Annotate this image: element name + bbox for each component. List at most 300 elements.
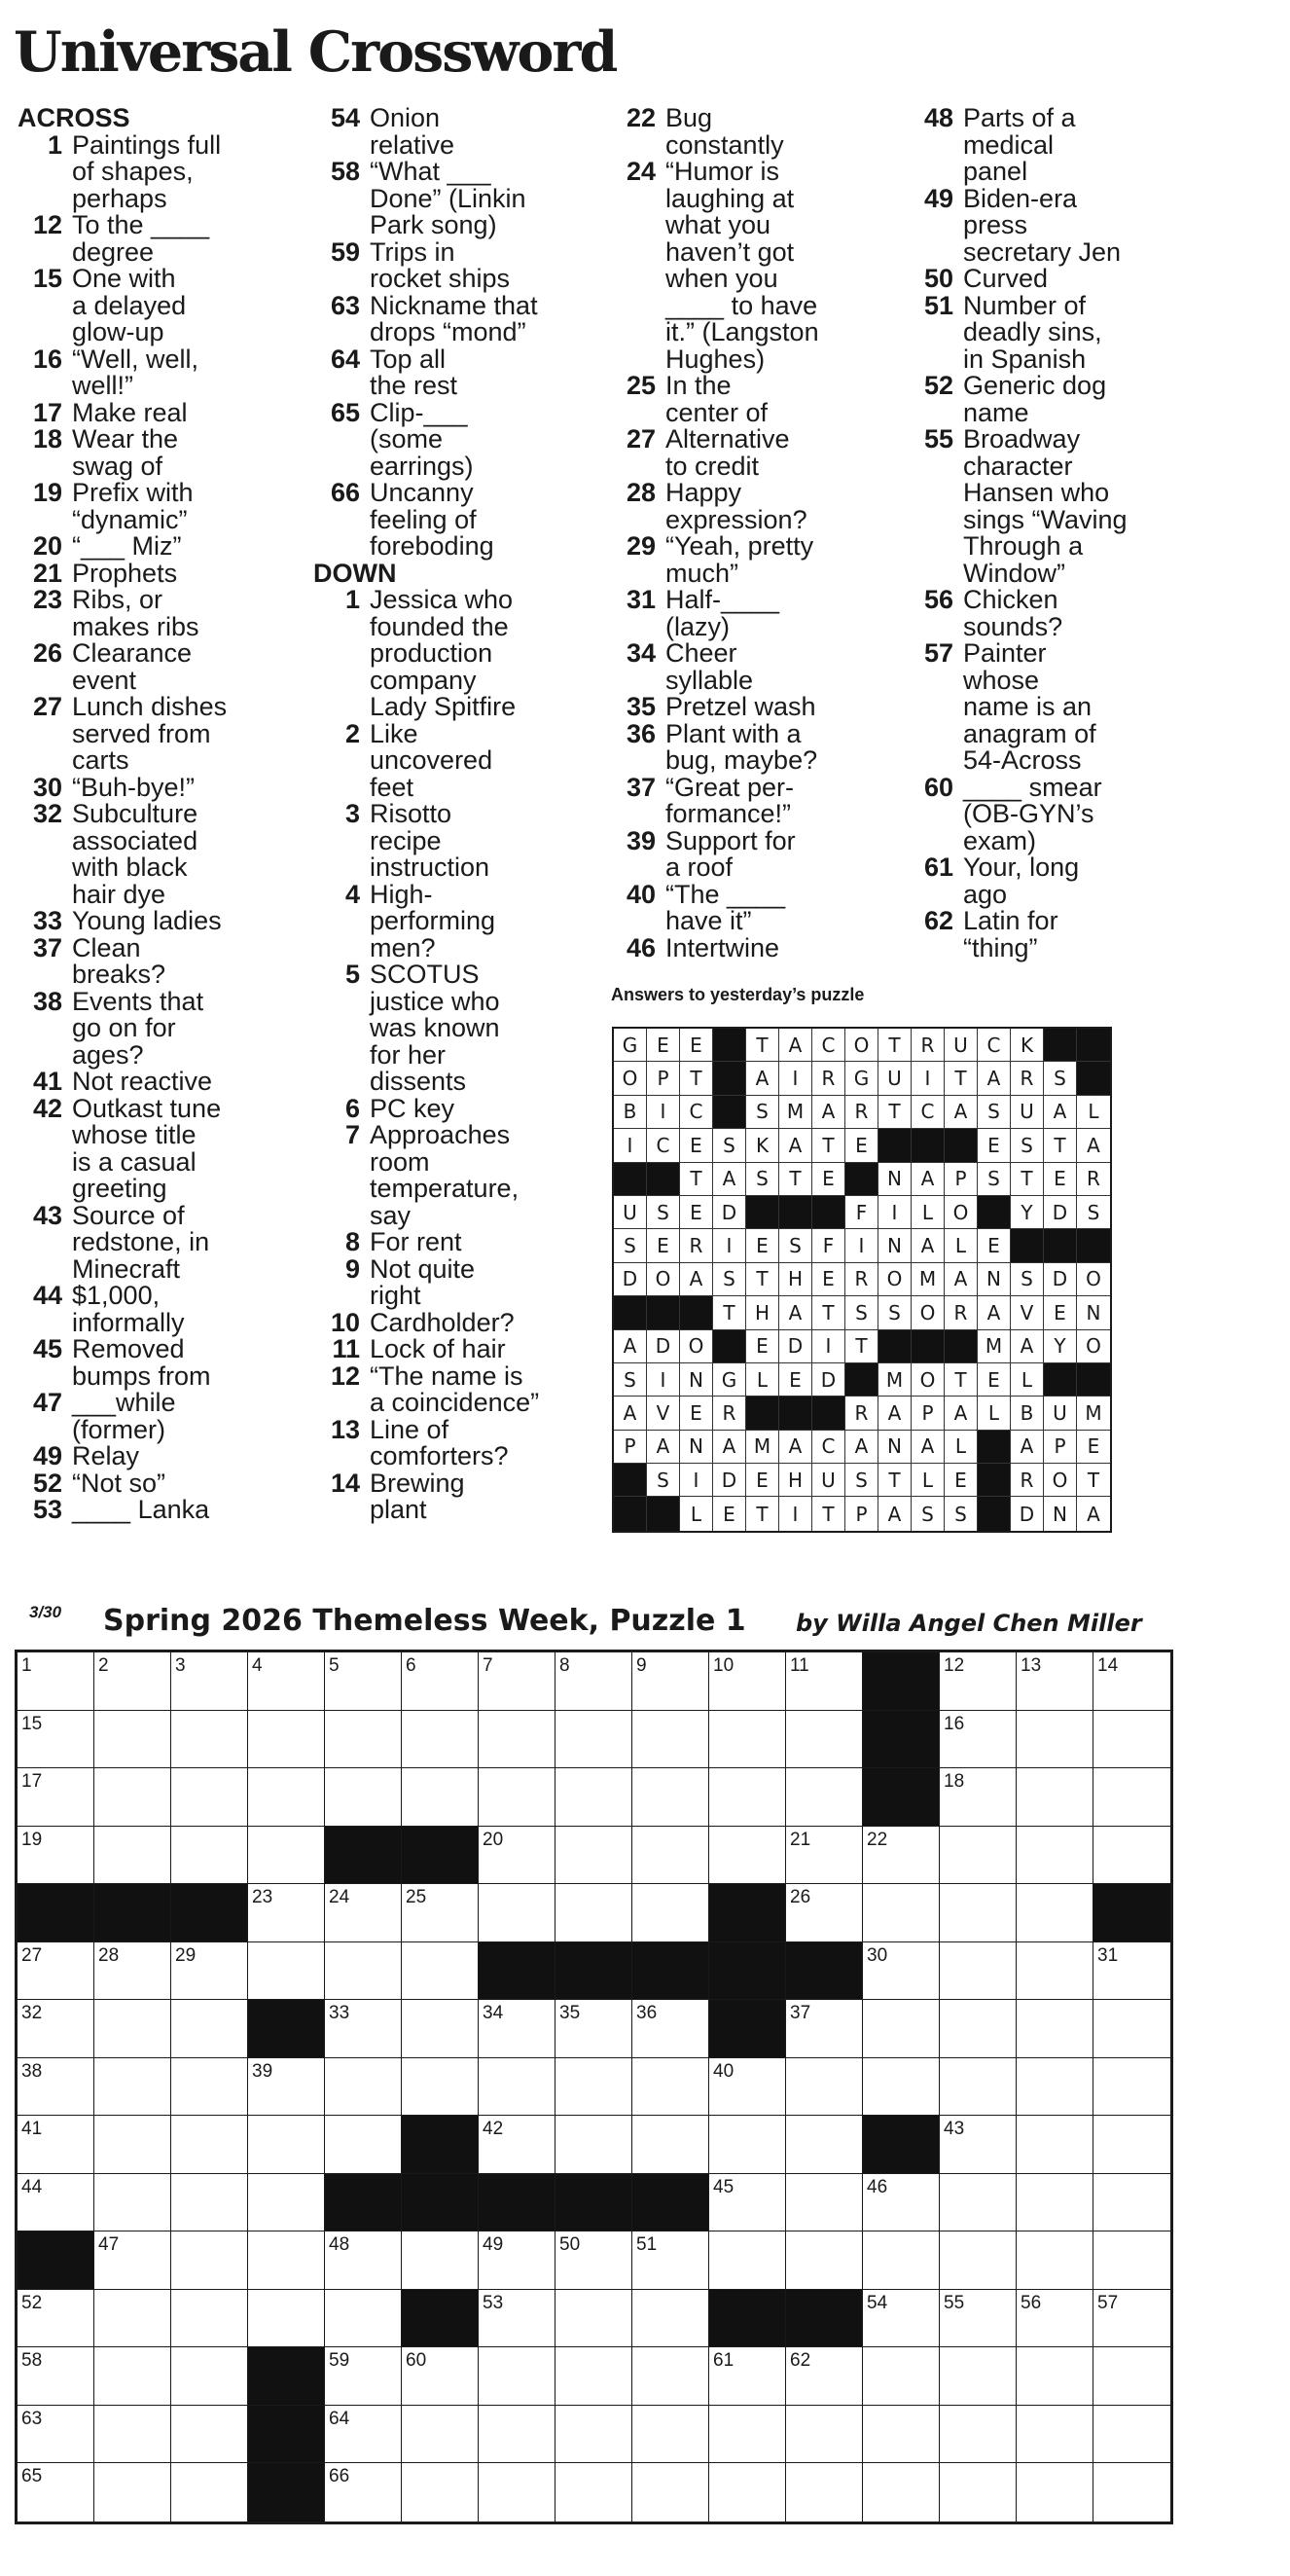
clue-text: Nickname that drops “mond” bbox=[370, 290, 538, 346]
cell-number: 32 bbox=[21, 2003, 43, 2023]
grid-cell[interactable] bbox=[325, 2231, 402, 2290]
grid-cell[interactable] bbox=[555, 2406, 632, 2464]
answer-cell: N bbox=[1044, 1497, 1077, 1530]
grid-cell[interactable] bbox=[632, 1827, 709, 1885]
cell-number: 33 bbox=[329, 2003, 350, 2023]
grid-cell[interactable] bbox=[863, 2231, 940, 2290]
grid-cell[interactable] bbox=[248, 2058, 325, 2117]
grid-cell[interactable] bbox=[863, 2290, 940, 2348]
grid-block bbox=[248, 2463, 325, 2522]
grid-cell[interactable] bbox=[940, 2174, 1017, 2232]
answer-cell: A bbox=[1077, 1129, 1110, 1162]
clue-number: 55 bbox=[923, 424, 953, 454]
grid-cell[interactable] bbox=[709, 2406, 786, 2464]
grid-cell[interactable] bbox=[94, 2058, 171, 2117]
grid-cell[interactable] bbox=[555, 2347, 632, 2406]
grid-cell[interactable] bbox=[171, 1652, 248, 1711]
clue-number: 28 bbox=[626, 478, 656, 507]
cell-number: 11 bbox=[790, 1655, 809, 1676]
grid-cell[interactable] bbox=[94, 1711, 171, 1769]
grid-cell[interactable] bbox=[171, 2231, 248, 2290]
grid-cell[interactable] bbox=[1017, 2463, 1093, 2522]
grid-cell[interactable] bbox=[479, 1884, 555, 1942]
answer-cell: C bbox=[978, 1029, 1011, 1062]
grid-cell[interactable] bbox=[940, 2058, 1017, 2117]
answer-cell: P bbox=[647, 1062, 680, 1095]
grid-cell[interactable] bbox=[1093, 2406, 1170, 2464]
answer-cell: S bbox=[713, 1263, 746, 1296]
grid-cell[interactable] bbox=[632, 2000, 709, 2058]
grid-cell[interactable] bbox=[402, 2463, 479, 2522]
clue bbox=[313, 1253, 605, 1310]
grid-cell[interactable] bbox=[863, 1827, 940, 1885]
grid-cell[interactable] bbox=[18, 1711, 94, 1769]
answer-cell: S bbox=[1077, 1196, 1110, 1229]
grid-cell[interactable] bbox=[402, 1942, 479, 2001]
grid-cell[interactable] bbox=[786, 2174, 863, 2232]
answer-cell: O bbox=[878, 1263, 912, 1296]
grid-cell[interactable] bbox=[479, 1652, 555, 1711]
grid-cell[interactable] bbox=[709, 2231, 786, 2290]
clue-number: 49 bbox=[923, 183, 953, 213]
answer-cell: C bbox=[912, 1096, 945, 1129]
grid-cell[interactable] bbox=[1093, 2347, 1170, 2406]
grid-cell[interactable] bbox=[1093, 2000, 1170, 2058]
grid-cell[interactable] bbox=[325, 1711, 402, 1769]
answer-block bbox=[1044, 1029, 1077, 1062]
answer-cell: N bbox=[878, 1229, 912, 1262]
answer-cell: T bbox=[812, 1296, 845, 1329]
answer-cell: N bbox=[680, 1363, 713, 1397]
answer-cell: C bbox=[812, 1029, 845, 1062]
grid-cell[interactable] bbox=[1017, 1884, 1093, 1942]
answer-cell: I bbox=[779, 1497, 812, 1530]
grid-cell[interactable] bbox=[325, 2463, 402, 2522]
grid-cell[interactable] bbox=[940, 2347, 1017, 2406]
grid-cell[interactable] bbox=[171, 2174, 248, 2232]
grid-cell[interactable] bbox=[1017, 1768, 1093, 1827]
grid-cell[interactable] bbox=[1093, 1652, 1170, 1711]
grid-cell[interactable] bbox=[479, 2058, 555, 2117]
clue-text: Happy expression? bbox=[665, 478, 807, 534]
grid-cell[interactable] bbox=[325, 1768, 402, 1827]
answer-cell: S bbox=[912, 1497, 945, 1530]
grid-cell[interactable] bbox=[863, 2174, 940, 2232]
answer-cell: O bbox=[1044, 1464, 1077, 1497]
grid-cell[interactable] bbox=[94, 1768, 171, 1827]
answer-cell: O bbox=[614, 1062, 647, 1095]
grid-cell[interactable] bbox=[940, 2000, 1017, 2058]
answer-cell: E bbox=[746, 1464, 779, 1497]
answer-cell: E bbox=[978, 1229, 1011, 1262]
grid-cell[interactable] bbox=[786, 2000, 863, 2058]
grid-cell[interactable] bbox=[248, 2290, 325, 2348]
grid-cell[interactable] bbox=[479, 2463, 555, 2522]
cell-number: 13 bbox=[1021, 1655, 1042, 1676]
grid-cell[interactable] bbox=[479, 1827, 555, 1885]
cell-number: 36 bbox=[636, 2003, 658, 2023]
grid-block bbox=[248, 2000, 325, 2058]
clue-text: Chicken sounds? bbox=[963, 585, 1063, 641]
answer-block bbox=[614, 1464, 647, 1497]
clue-number: 62 bbox=[923, 906, 953, 935]
grid-cell[interactable] bbox=[1093, 1942, 1170, 2001]
grid-cell[interactable] bbox=[94, 2463, 171, 2522]
grid-cell[interactable] bbox=[709, 2463, 786, 2522]
grid-cell[interactable] bbox=[1017, 1827, 1093, 1885]
grid-cell[interactable] bbox=[1093, 1711, 1170, 1769]
grid-cell[interactable] bbox=[402, 2058, 479, 2117]
grid-cell[interactable] bbox=[325, 2058, 402, 2117]
clue-number: 3 bbox=[344, 799, 360, 828]
grid-cell[interactable] bbox=[555, 2290, 632, 2348]
cell-number: 38 bbox=[21, 2060, 43, 2082]
grid-cell[interactable] bbox=[786, 2231, 863, 2290]
grid-cell[interactable] bbox=[940, 2463, 1017, 2522]
grid-cell[interactable] bbox=[402, 1884, 479, 1942]
grid-cell[interactable] bbox=[786, 1711, 863, 1769]
grid-cell[interactable] bbox=[18, 1827, 94, 1885]
answer-cell: R bbox=[945, 1296, 978, 1329]
grid-cell[interactable] bbox=[863, 2406, 940, 2464]
grid-cell[interactable] bbox=[94, 2174, 171, 2232]
answer-cell: D bbox=[614, 1263, 647, 1296]
clue-text: Alternative to credit bbox=[665, 424, 790, 481]
answer-cell: E bbox=[1044, 1296, 1077, 1329]
grid-cell[interactable] bbox=[632, 1652, 709, 1711]
answer-block bbox=[945, 1129, 978, 1162]
grid-cell[interactable] bbox=[325, 2406, 402, 2464]
cell-number: 5 bbox=[329, 1655, 340, 1676]
clue bbox=[313, 1363, 605, 1417]
clue bbox=[611, 426, 903, 480]
grid-cell[interactable] bbox=[863, 1942, 940, 2001]
grid-cell[interactable] bbox=[325, 2347, 402, 2406]
grid-cell[interactable] bbox=[325, 1884, 402, 1942]
grid-cell[interactable] bbox=[786, 1827, 863, 1885]
grid-cell[interactable] bbox=[171, 1942, 248, 2001]
page-title: Universal Crossword bbox=[14, 19, 617, 85]
grid-cell[interactable] bbox=[555, 1884, 632, 1942]
grid-cell[interactable] bbox=[709, 1827, 786, 1885]
answer-cell: D bbox=[1044, 1263, 1077, 1296]
grid-cell[interactable] bbox=[248, 1884, 325, 1942]
grid-cell[interactable] bbox=[555, 2463, 632, 2522]
puzzle-title: Spring 2026 Themeless Week, Puzzle 1 bbox=[103, 1604, 746, 1638]
grid-cell[interactable] bbox=[940, 1652, 1017, 1711]
grid-cell[interactable] bbox=[1017, 1942, 1093, 2001]
grid-cell[interactable] bbox=[325, 2000, 402, 2058]
grid-cell[interactable] bbox=[709, 1652, 786, 1711]
grid-cell[interactable] bbox=[479, 2116, 555, 2174]
clue bbox=[313, 1122, 605, 1229]
grid-cell[interactable] bbox=[479, 2231, 555, 2290]
clue-number: 27 bbox=[32, 692, 62, 721]
clue-column-4 bbox=[907, 105, 1199, 961]
grid-cell[interactable] bbox=[555, 2000, 632, 2058]
clue-number: 16 bbox=[32, 344, 62, 374]
grid-cell[interactable] bbox=[94, 2231, 171, 2290]
clue-number: 5 bbox=[344, 960, 360, 989]
grid-cell[interactable] bbox=[555, 1768, 632, 1827]
grid-cell[interactable] bbox=[402, 2231, 479, 2290]
cell-number: 25 bbox=[406, 1887, 427, 1907]
grid-cell[interactable] bbox=[1093, 1768, 1170, 1827]
grid-cell[interactable] bbox=[1017, 2231, 1093, 2290]
grid-cell[interactable] bbox=[479, 1768, 555, 1827]
clue bbox=[18, 801, 319, 908]
grid-cell[interactable] bbox=[632, 2406, 709, 2464]
grid-cell[interactable] bbox=[479, 2406, 555, 2464]
grid-cell[interactable] bbox=[632, 2463, 709, 2522]
grid-cell[interactable] bbox=[1093, 2290, 1170, 2348]
grid-cell[interactable] bbox=[248, 1827, 325, 1885]
grid-cell[interactable] bbox=[786, 1884, 863, 1942]
grid-cell[interactable] bbox=[632, 1711, 709, 1769]
grid-cell[interactable] bbox=[1017, 2406, 1093, 2464]
answer-cell: A bbox=[912, 1431, 945, 1464]
grid-cell[interactable] bbox=[18, 2347, 94, 2406]
clue-number: 34 bbox=[626, 638, 656, 668]
grid-cell[interactable] bbox=[1017, 1711, 1093, 1769]
grid-block bbox=[555, 2174, 632, 2232]
cell-number: 46 bbox=[867, 2176, 888, 2197]
answer-cell: S bbox=[978, 1163, 1011, 1196]
grid-cell[interactable] bbox=[863, 2000, 940, 2058]
clue-number: 35 bbox=[626, 692, 656, 721]
grid-cell[interactable] bbox=[1093, 2058, 1170, 2117]
clue bbox=[907, 266, 1199, 293]
grid-cell[interactable] bbox=[632, 2347, 709, 2406]
answer-cell: T bbox=[746, 1263, 779, 1296]
grid-cell[interactable] bbox=[171, 2116, 248, 2174]
answer-cell: I bbox=[812, 1330, 845, 1363]
grid-cell[interactable] bbox=[632, 2058, 709, 2117]
grid-cell[interactable] bbox=[248, 2174, 325, 2232]
grid-cell[interactable] bbox=[18, 2058, 94, 2117]
grid-cell[interactable] bbox=[479, 2000, 555, 2058]
grid-cell[interactable] bbox=[786, 1768, 863, 1827]
grid-cell[interactable] bbox=[1017, 2116, 1093, 2174]
grid-cell[interactable] bbox=[555, 2231, 632, 2290]
grid-cell[interactable] bbox=[248, 1711, 325, 1769]
grid-cell[interactable] bbox=[325, 2116, 402, 2174]
grid-cell[interactable] bbox=[863, 2347, 940, 2406]
answer-cell: R bbox=[845, 1096, 878, 1129]
grid-cell[interactable] bbox=[171, 2058, 248, 2117]
grid-cell[interactable] bbox=[325, 1652, 402, 1711]
grid-cell[interactable] bbox=[18, 2463, 94, 2522]
clue bbox=[313, 587, 605, 721]
grid-cell[interactable] bbox=[171, 1768, 248, 1827]
clue bbox=[18, 129, 319, 213]
grid-cell[interactable] bbox=[18, 1652, 94, 1711]
clue-number: 43 bbox=[32, 1200, 62, 1230]
grid-cell[interactable] bbox=[555, 1711, 632, 1769]
grid-cell[interactable] bbox=[402, 2000, 479, 2058]
grid-cell[interactable] bbox=[940, 1884, 1017, 1942]
answer-cell: R bbox=[812, 1062, 845, 1095]
grid-cell[interactable] bbox=[94, 1942, 171, 2001]
grid-cell[interactable] bbox=[709, 1711, 786, 1769]
grid-cell[interactable] bbox=[709, 2174, 786, 2232]
grid-cell[interactable] bbox=[940, 1711, 1017, 1769]
grid-cell[interactable] bbox=[1093, 2463, 1170, 2522]
clue-number: 27 bbox=[626, 424, 656, 454]
grid-cell[interactable] bbox=[632, 2116, 709, 2174]
grid-cell[interactable] bbox=[940, 1827, 1017, 1885]
grid-cell[interactable] bbox=[632, 1884, 709, 1942]
grid-cell[interactable] bbox=[632, 2290, 709, 2348]
clue-number: 48 bbox=[923, 103, 953, 132]
grid-cell[interactable] bbox=[94, 2347, 171, 2406]
answer-cell: D bbox=[812, 1363, 845, 1397]
grid-cell[interactable] bbox=[940, 2290, 1017, 2348]
grid-cell[interactable] bbox=[325, 1942, 402, 2001]
grid-cell[interactable] bbox=[632, 2231, 709, 2290]
grid-cell[interactable] bbox=[709, 2116, 786, 2174]
grid-cell[interactable] bbox=[94, 2406, 171, 2464]
grid-cell[interactable] bbox=[786, 2116, 863, 2174]
grid-cell[interactable] bbox=[1017, 2347, 1093, 2406]
grid-cell[interactable] bbox=[709, 1768, 786, 1827]
answer-cell: O bbox=[845, 1029, 878, 1062]
grid-cell[interactable] bbox=[171, 2463, 248, 2522]
grid-cell[interactable] bbox=[248, 2116, 325, 2174]
answer-cell: S bbox=[845, 1464, 878, 1497]
grid-cell[interactable] bbox=[786, 2347, 863, 2406]
grid-cell[interactable] bbox=[94, 2116, 171, 2174]
grid-cell[interactable] bbox=[171, 2347, 248, 2406]
grid-cell[interactable] bbox=[18, 2406, 94, 2464]
cell-number: 44 bbox=[21, 2176, 43, 2197]
grid-cell[interactable] bbox=[18, 2290, 94, 2348]
grid-cell[interactable] bbox=[940, 2231, 1017, 2290]
grid-cell[interactable] bbox=[555, 2116, 632, 2174]
grid-cell[interactable] bbox=[1093, 2116, 1170, 2174]
grid-cell[interactable] bbox=[863, 2463, 940, 2522]
grid-cell[interactable] bbox=[402, 1652, 479, 1711]
answer-cell: D bbox=[1044, 1196, 1077, 1229]
grid-cell[interactable] bbox=[248, 1768, 325, 1827]
grid-cell[interactable] bbox=[709, 2347, 786, 2406]
grid-cell[interactable] bbox=[555, 1652, 632, 1711]
grid-cell[interactable] bbox=[479, 2290, 555, 2348]
grid-cell[interactable] bbox=[1093, 2174, 1170, 2232]
grid-cell[interactable] bbox=[402, 2406, 479, 2464]
answer-cell: P bbox=[614, 1431, 647, 1464]
grid-cell[interactable] bbox=[18, 1768, 94, 1827]
clue bbox=[313, 718, 605, 802]
answer-cell: T bbox=[746, 1497, 779, 1530]
grid-cell[interactable] bbox=[479, 2347, 555, 2406]
clue-number: 63 bbox=[330, 290, 360, 320]
answer-cell: A bbox=[1044, 1096, 1077, 1129]
answer-cell: B bbox=[614, 1096, 647, 1129]
grid-cell[interactable] bbox=[402, 1711, 479, 1769]
grid-cell[interactable] bbox=[479, 1711, 555, 1769]
clue-text: Latin for “thing” bbox=[963, 906, 1058, 962]
grid-cell[interactable] bbox=[786, 2058, 863, 2117]
clue bbox=[611, 533, 903, 587]
grid-cell[interactable] bbox=[940, 2406, 1017, 2464]
grid-cell[interactable] bbox=[1017, 2000, 1093, 2058]
answer-cell: H bbox=[746, 1296, 779, 1329]
grid-block bbox=[632, 2174, 709, 2232]
grid-cell[interactable] bbox=[786, 1652, 863, 1711]
grid-cell[interactable] bbox=[863, 1884, 940, 1942]
grid-cell[interactable] bbox=[171, 2000, 248, 2058]
grid-cell[interactable] bbox=[940, 1942, 1017, 2001]
clue bbox=[18, 212, 319, 266]
cell-number: 28 bbox=[98, 1944, 120, 1966]
grid-cell[interactable] bbox=[940, 2116, 1017, 2174]
grid-cell[interactable] bbox=[402, 1768, 479, 1827]
grid-cell[interactable] bbox=[940, 1768, 1017, 1827]
grid-cell[interactable] bbox=[555, 1827, 632, 1885]
grid-cell[interactable] bbox=[1017, 2058, 1093, 2117]
clue bbox=[18, 346, 319, 400]
grid-cell[interactable] bbox=[709, 2058, 786, 2117]
grid-cell[interactable] bbox=[1017, 2174, 1093, 2232]
grid-cell[interactable] bbox=[18, 2116, 94, 2174]
grid-block bbox=[786, 2290, 863, 2348]
grid-cell[interactable] bbox=[171, 1711, 248, 1769]
cell-number: 10 bbox=[713, 1655, 735, 1676]
grid-cell[interactable] bbox=[18, 2174, 94, 2232]
grid-cell[interactable] bbox=[632, 1768, 709, 1827]
grid-cell[interactable] bbox=[402, 2347, 479, 2406]
grid-cell[interactable] bbox=[1017, 1652, 1093, 1711]
grid-cell[interactable] bbox=[863, 2058, 940, 2117]
grid-cell[interactable] bbox=[1093, 1827, 1170, 1885]
clue-text: SCOTUS justice who was known for her dissents bbox=[370, 960, 500, 1096]
grid-cell[interactable] bbox=[248, 1942, 325, 2001]
grid-cell[interactable] bbox=[94, 1827, 171, 1885]
grid-cell[interactable] bbox=[94, 1652, 171, 1711]
answer-cell: O bbox=[680, 1330, 713, 1363]
clue-text: Trips in rocket ships bbox=[370, 236, 511, 293]
grid-cell[interactable] bbox=[18, 1942, 94, 2001]
clue-number: 52 bbox=[32, 1468, 62, 1498]
grid-cell[interactable] bbox=[248, 1652, 325, 1711]
grid-cell[interactable] bbox=[248, 2231, 325, 2290]
grid-cell[interactable] bbox=[786, 2463, 863, 2522]
section-heading-across: ACROSS bbox=[18, 103, 130, 132]
answer-cell: L bbox=[746, 1363, 779, 1397]
answer-cell: P bbox=[912, 1397, 945, 1430]
grid-cell[interactable] bbox=[1093, 2231, 1170, 2290]
answer-block bbox=[978, 1497, 1011, 1530]
grid-cell[interactable] bbox=[94, 2290, 171, 2348]
grid-cell[interactable] bbox=[171, 2406, 248, 2464]
grid-cell[interactable] bbox=[1017, 2290, 1093, 2348]
clue bbox=[18, 986, 319, 1070]
grid-cell[interactable] bbox=[171, 1827, 248, 1885]
grid-cell[interactable] bbox=[555, 2058, 632, 2117]
grid-cell[interactable] bbox=[94, 2000, 171, 2058]
clue-number: 49 bbox=[32, 1441, 62, 1470]
grid-cell[interactable] bbox=[325, 2290, 402, 2348]
grid-cell[interactable] bbox=[18, 2000, 94, 2058]
answer-block bbox=[878, 1129, 912, 1162]
clue-number: 37 bbox=[32, 932, 62, 962]
cell-number: 31 bbox=[1097, 1944, 1119, 1966]
grid-cell[interactable] bbox=[171, 2290, 248, 2348]
clue bbox=[907, 290, 1199, 374]
clue-text: Brewing plant bbox=[370, 1468, 465, 1524]
grid-cell[interactable] bbox=[786, 2406, 863, 2464]
